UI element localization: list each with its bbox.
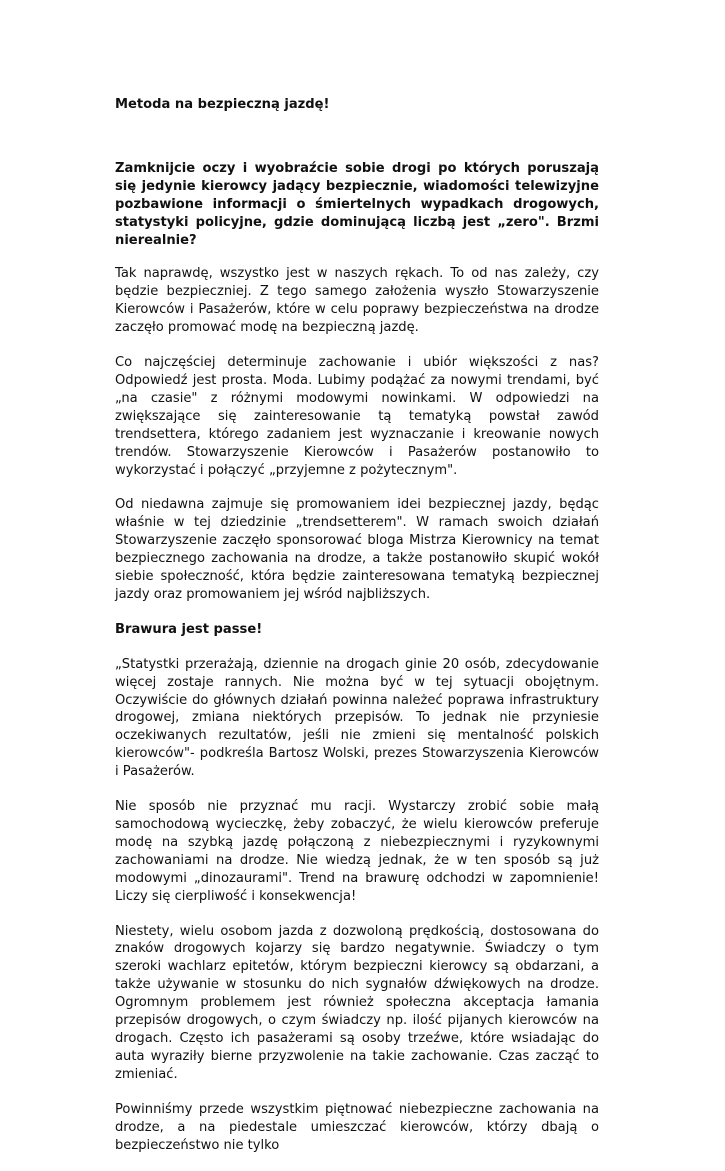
- body-paragraph: Powinniśmy przede wszystkim piętnować niebezpieczne zachowania na drodze, a na piedestale umieszczać kierowców, którzy dbają o bezpieczeństwo nie tylko: [115, 1101, 599, 1153]
- body-paragraph: Niestety, wielu osobom jazda z dozwoloną prędkością, dostosowana do znaków drogowych kojarzy się bardzo negatywnie. Świadczy o tym szeroki wachlarz epitetów, którym bezpieczni kierowcy są obdarzani, a także używanie w stosunku do nich sygnałów dźwiękowych na drodze. Ogromnym problemem jest również społeczna akceptacja łamania przepisów drogowych, o czym świadczy np. ilość pijanych kierowców na drogach. Często ich pasażerami są osoby trzeźwe, które wsiadając do auta wyraziły bierne przyzwolenie na takie zachowanie. Czas zacząć to zmieniać.: [115, 923, 599, 1082]
- body-paragraph: Co najczęściej determinuje zachowanie i ubiór większości z nas? Odpowiedź jest prosta. Moda. Lubimy podążać za nowymi trendami, być „na czasie" z różnymi modowymi nowinkami. W odpowiedzi na zwiększające się zainteresowanie tą tematyką powstał zawód trendsettera, którego zadaniem jest wyznaczanie i kreowanie nowych trendów. Stowarzyszenie Kierowców i Pasażerów postanowiło to wykorzystać i połączyć „przyjemne z pożytecznym".: [115, 355, 599, 478]
- body-paragraph: Tak naprawdę, wszystko jest w naszych rękach. To od nas zależy, czy będzie bezpieczniej. Z tego samego założenia wyszło Stowarzyszenie Kierowców i Pasażerów, które w celu poprawy bezpieczeństwa na drodze zaczęło promować modę na bezpieczną jazdę.: [115, 266, 599, 336]
- document-title: Metoda na bezpieczną jazdę!: [115, 97, 330, 112]
- body-paragraph: Nie sposób nie przyznać mu racji. Wystarczy zrobić sobie małą samochodową wycieczkę, żeby zobaczyć, że wielu kierowców preferuje modę na szybką jazdę połączoną z niebezpiecznymi i ryzykownymi zachowaniami na drodze. Nie wiedzą jednak, że w ten sposób są już modowymi „dinozaurami". Trend na brawurę odchodzi w zapomnienie! Liczy się cierpliwość i konsekwencja!: [115, 799, 599, 904]
- document-page: [115, 96, 599, 1171]
- section-heading: Brawura jest passe!: [115, 621, 263, 637]
- body-paragraph: Od niedawna zajmuje się promowaniem idei bezpiecznej jazdy, będąc właśnie w tej dziedzinie „trendsetterem". W ramach swoich działań Stowarzyszenie zaczęło sponsorować bloga Mistrza Kierownicy na temat bezpiecznego zachowania na drodze, a także postanowiło skupić wokół siebie społeczność, która będzie zainteresowana tematyką bezpiecznej jazdy oraz promowaniem jej wśród najbliższych.: [115, 497, 599, 602]
- body-paragraph: „Statystki przerażają, dziennie na drogach ginie 20 osób, zdecydowanie więcej zostaje rannych. Nie można być w tej sytuacji obojętnym. Oczywiście do głównych działań powinna należeć poprawa infrastruktury drogowej, zmiana niektórych przepisów. To jednak nie przyniesie oczekiwanych rezultatów, jeśli nie zmieni się mentalność polskich kierowców"- podkreśla Bartosz Wolski, prezes Stowarzyszenia Kierowców i Pasażerów.: [115, 656, 599, 780]
- lead-paragraph: Zamknijcie oczy i wyobraźcie sobie drogi po których poruszają się jedynie kierowcy jadący bezpiecznie, wiadomości telewizyjne pozbawione informacji o śmiertelnych wypadkach drogowych, statystyki policyjne, gdzie dominującą liczbą jest „zero". Brzmi nierealnie?: [115, 160, 599, 248]
